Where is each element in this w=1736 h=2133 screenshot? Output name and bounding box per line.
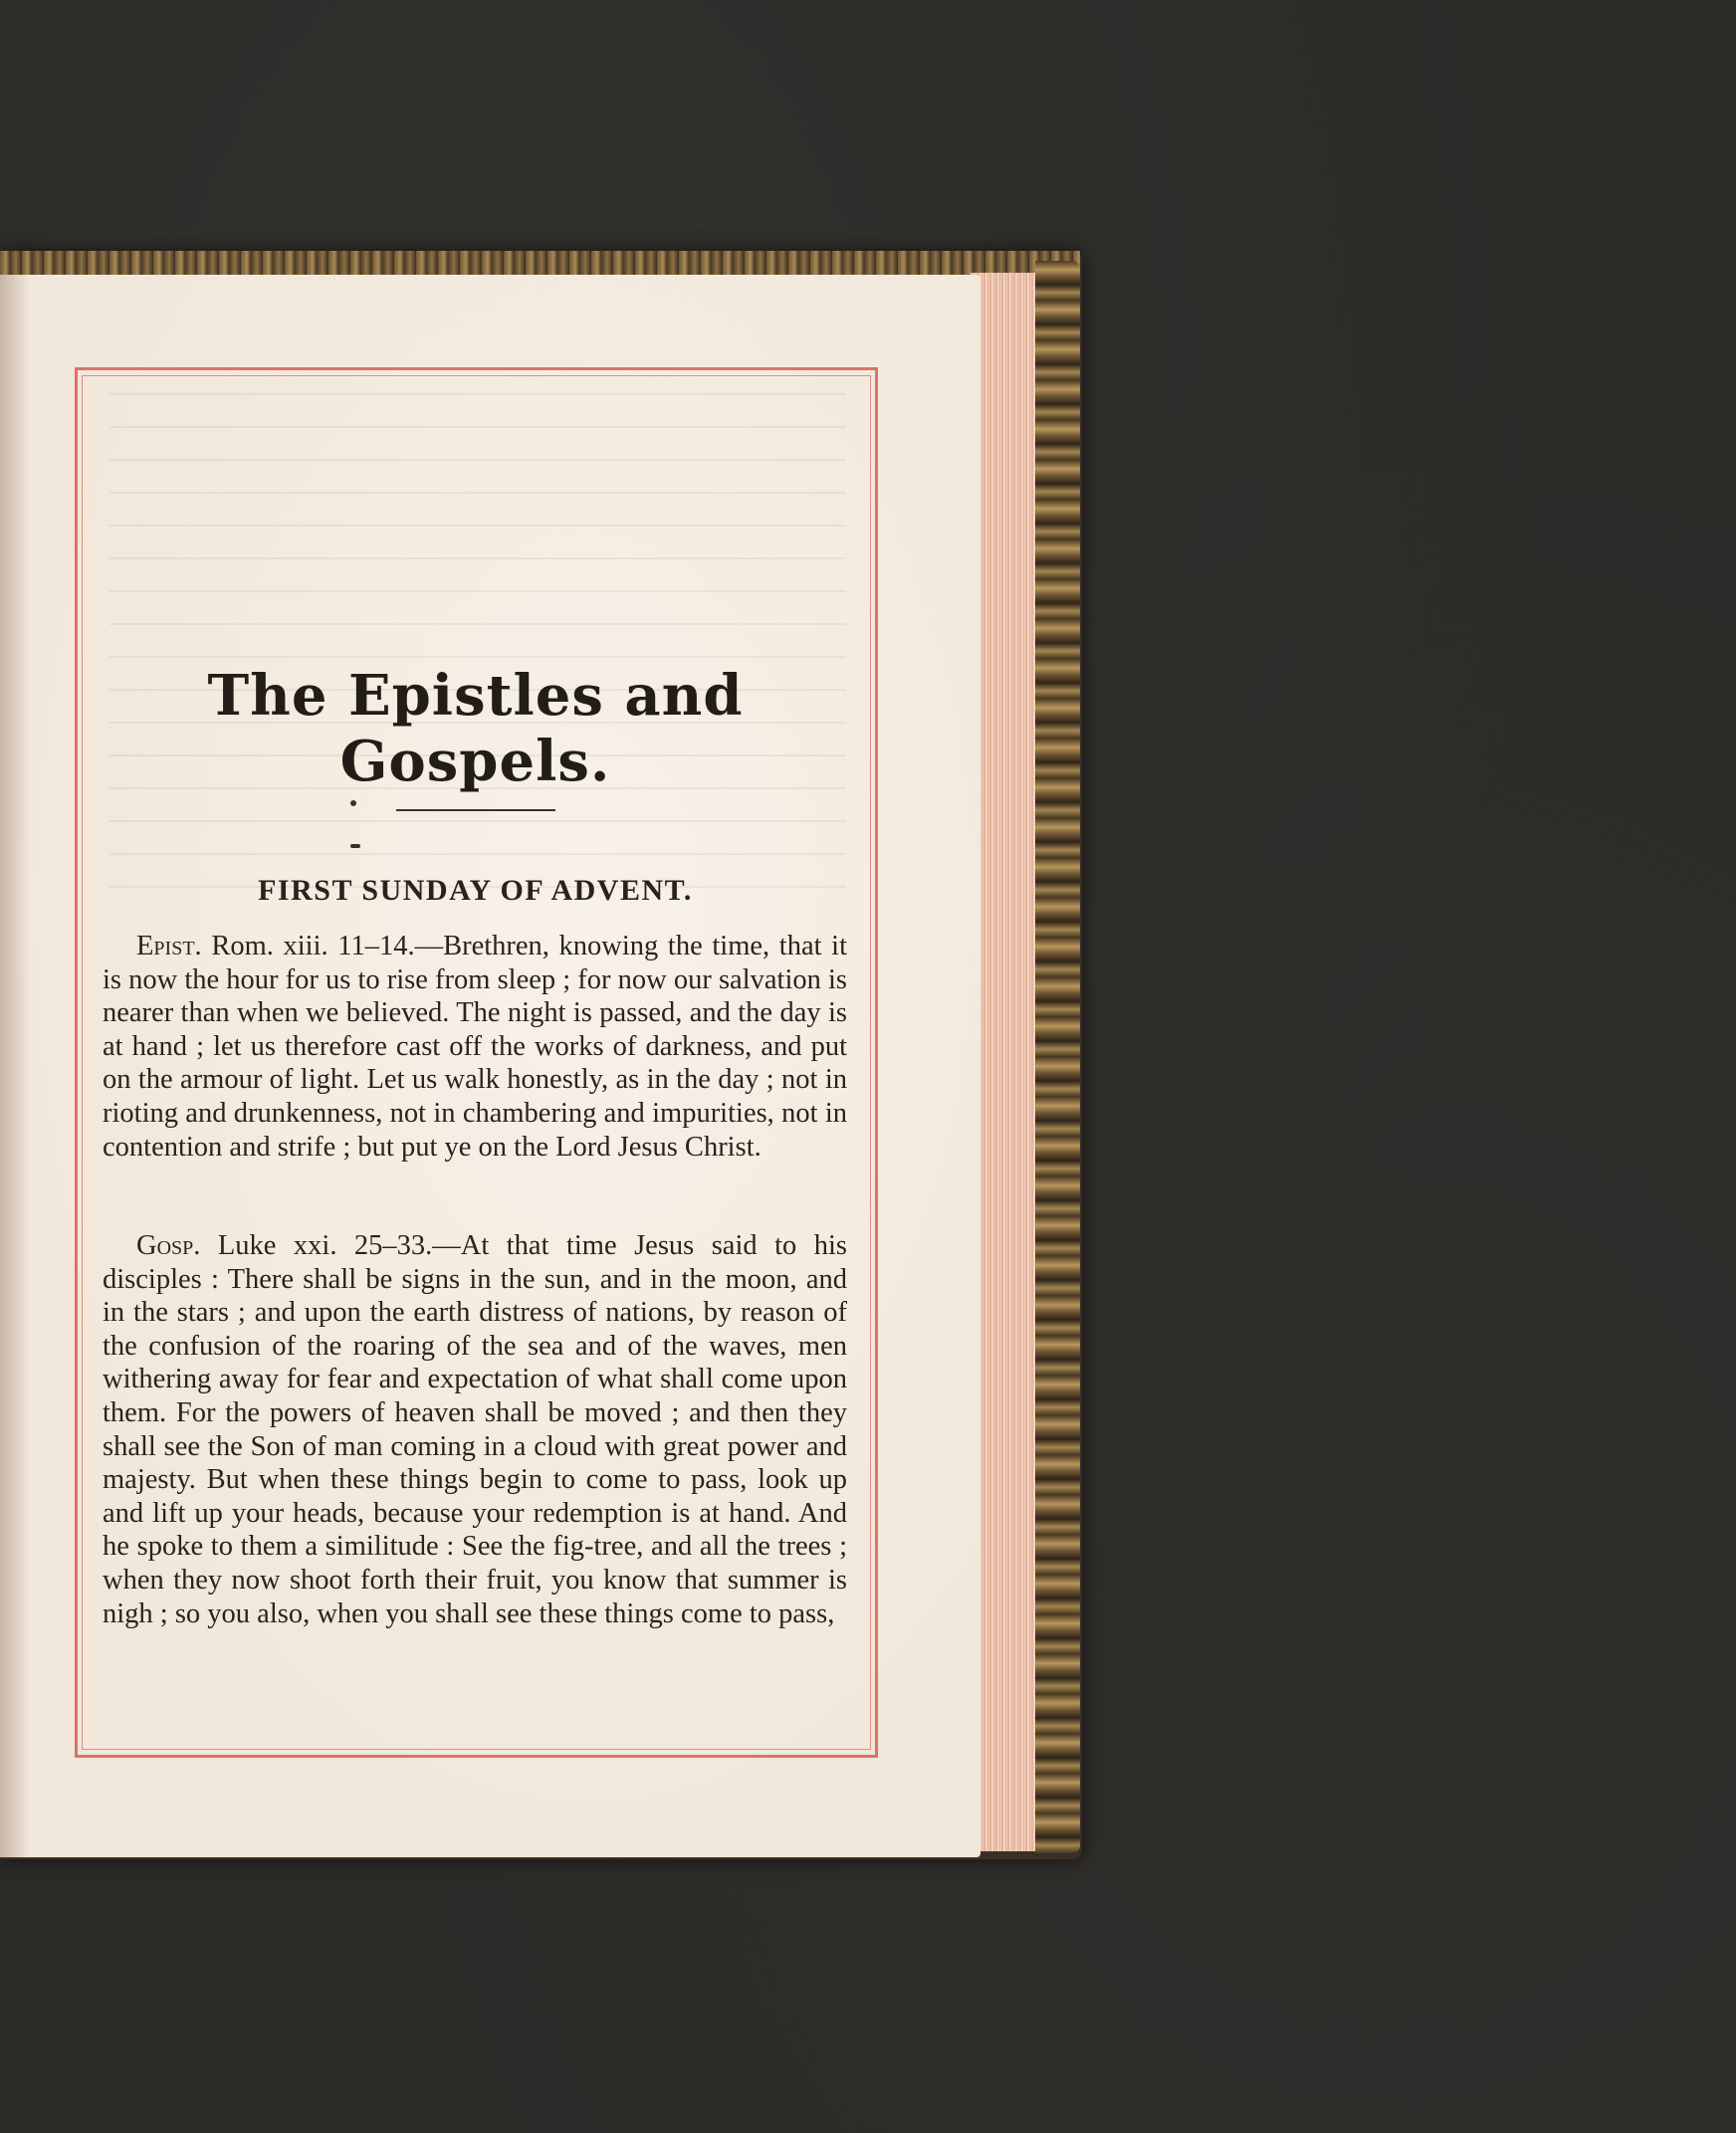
gospel-label: Gosp. — [136, 1230, 201, 1261]
gospel-paragraph — [103, 1229, 847, 1630]
page-title: The Epistles and Gospels. — [207, 663, 744, 794]
section-heading: FIRST SUNDAY OF ADVENT. — [258, 874, 693, 907]
epistle-label: Epist. — [136, 931, 202, 961]
cover-gilt-fore-edge — [1035, 261, 1080, 1853]
title-rule — [396, 809, 555, 811]
gospel-text: Luke xxi. 25–33.—At that time Jesus said to his disciples : There shall be signs in the sun, and in the moon, and in the stars ; and upon the earth distress of nations, by reason of the confusion of the roaring of the sea and of the waves, men withering away for fear and expectation of what shall come upon them. For the powers of heaven shall be moved ; and then they shall see the Son of man coming in a cloud with great power and majesty. But when these things begin to come to pass, look up and lift up your heads, because your redemption is at hand. And he spoke to them a similitude : See the fig-tree, and all the trees ; when they now shoot forth their fruit, you know that summer is nigh ; so you also, when you shall see these things come to pass, — [103, 1230, 847, 1629]
epistle-text: Rom. xiii. 11–14.—Brethren, knowing the time, that it is now the hour for us to rise from sleep ; for now our salvation is nearer than when we believed. The night is passed, and the day is at hand ; let us therefore cast off the works of darkness, and put on the armour of light. Let us walk honestly, as in the day ; not in rioting and drunkenness, not in chambering and impurities, not in contention and strife ; but put ye on the Lord Jesus Christ. — [103, 931, 847, 1163]
page-gutter — [0, 275, 30, 1857]
ornament-mark — [350, 844, 360, 848]
epistle-paragraph — [103, 930, 847, 1164]
page-edges — [971, 273, 1040, 1851]
ornament-dot — [350, 800, 356, 806]
